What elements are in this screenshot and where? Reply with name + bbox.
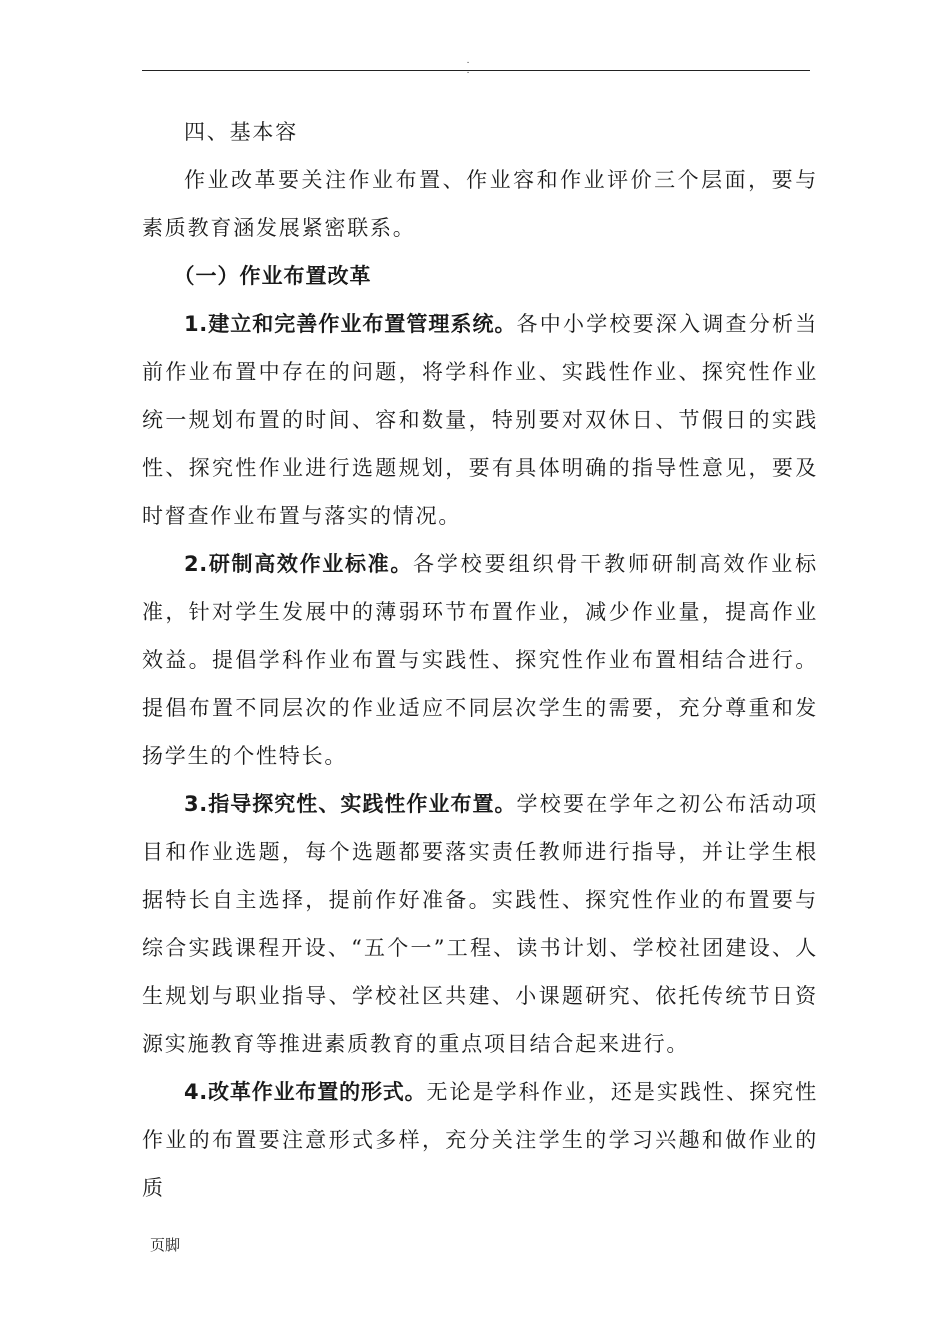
item-text: 无论是学科作业，还是实践性、探究性作业的布置要注意形式多样，充分关注学生的学习兴趣和做作业的质: [142, 1080, 818, 1200]
item-paragraph-3: [142, 780, 818, 1068]
item-paragraph-2: [142, 540, 818, 780]
subsection-heading: （一）作业布置改革: [173, 264, 372, 288]
item-title: 3.指导探究性、实践性作业布置。: [184, 792, 517, 816]
item-paragraph-1: [142, 300, 818, 540]
item-paragraph-4: [142, 1068, 818, 1212]
item-title: 2.研制高效作业标准。: [184, 552, 414, 576]
intro-paragraph: 作业改革要关注作业布置、作业容和作业评价三个层面，要与素质教育涵发展紧密联系。: [142, 168, 818, 240]
item-text: 各中小学校要深入调查分析当前作业布置中存在的问题，将学科作业、实践性作业、探究性作业统一规划布置的时间、容和数量，特别要对双休日、节假日的实践性、探究性作业进行选题规划，要有具体明确的指导性意见，要及时督查作业布置与落实的情况。: [142, 312, 818, 528]
header-mark: . .: [466, 56, 484, 76]
item-text: 学校要在学年之初公布活动项目和作业选题，每个选题都要落实责任教师进行指导，并让学生根据特长自主选择，提前作好准备。实践性、探究性作业的布置要与综合实践课程开设、“五个一”工程、读书计划、学校社团建设、人生规划与职业指导、学校社区共建、小课题研究、依托传统节日资源实施教育等推进素质教育的重点项目结合起来进行。: [142, 792, 818, 1056]
item-title: 1.建立和完善作业布置管理系统。: [184, 312, 517, 336]
document-body: [142, 108, 818, 1212]
item-title: 4.改革作业布置的形式。: [184, 1080, 427, 1104]
header-rule: [142, 70, 810, 71]
page-footer: 页脚: [150, 1236, 181, 1254]
item-text: 各学校要组织骨干教师研制高效作业标准，针对学生发展中的薄弱环节布置作业，减少作业量，提高作业效益。提倡学科作业布置与实践性、探究性作业布置相结合进行。提倡布置不同层次的作业适应不同层次学生的需要，充分尊重和发扬学生的个性特长。: [142, 552, 818, 768]
section-heading: 四、基本容: [184, 120, 298, 144]
